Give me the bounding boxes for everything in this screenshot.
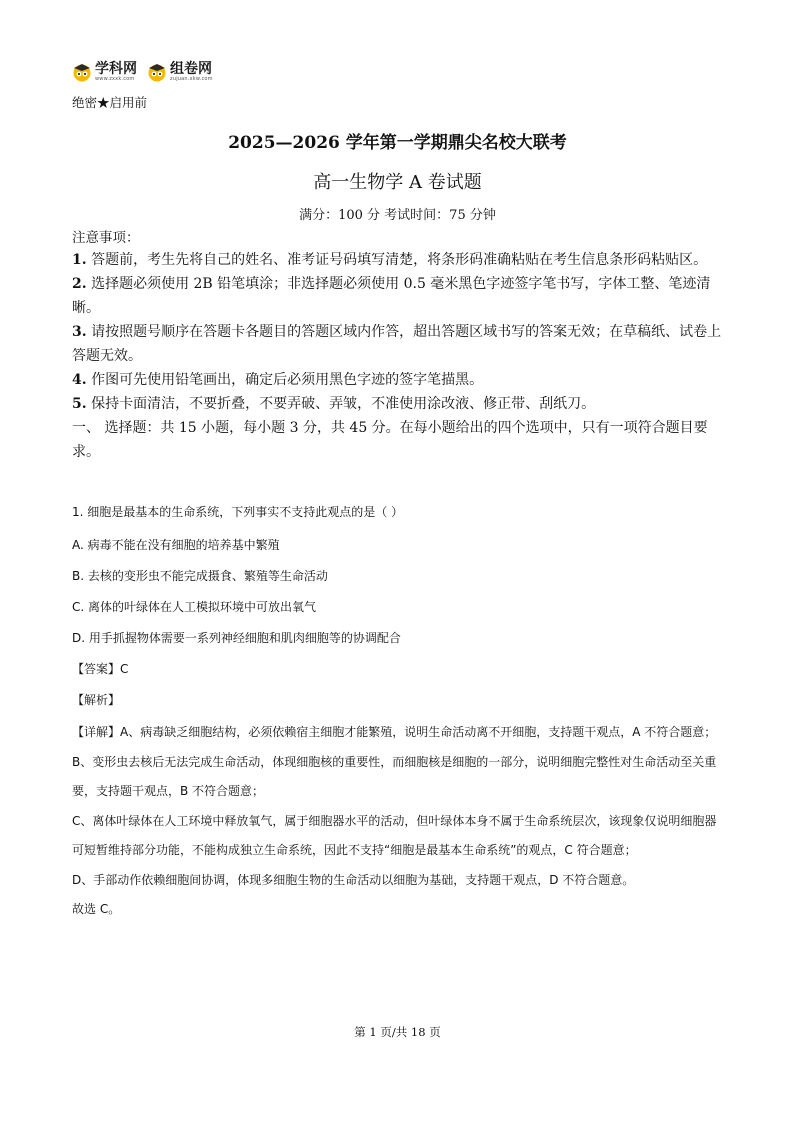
owl-logo-icon <box>72 62 92 82</box>
exam-title: 2025—2026 学年第一学期鼎尖名校大联考 <box>228 133 567 153</box>
option-a: A. 病毒不能在没有细胞的培养基中繁殖 <box>72 538 280 552</box>
owl-logo-icon <box>147 62 167 82</box>
logo-url: www.zxxk.com <box>95 76 135 82</box>
logo-zujuanwang <box>147 62 213 82</box>
explanation-paragraph: 故选 C。 <box>72 902 121 916</box>
analysis-label: 【解析】 <box>72 693 121 707</box>
option-b: B. 去核的变形虫不能完成摄食、繁殖等生命活动 <box>72 569 328 583</box>
notice-list <box>72 248 722 464</box>
notice-item: 2. 选择题必须使用 2B 铅笔填涂；非选择题必须使用 0.5 毫米黑色字迹签字笔书写，字体工整、笔迹清晰。 <box>72 276 711 316</box>
explanation-paragraph: C、离体叶绿体在人工环境中释放氧气，属于细胞器水平的活动，但叶绿体本身不属于生命系统层次，该现象仅说明细胞器可短暂维持部分功能，不能构成独立生命系统，因此不支持“细胞是最基本生命系统”的观点，C 符合题意； <box>72 813 717 857</box>
page-number: 第 1 页/共 18 页 <box>354 1025 441 1039</box>
exam-subtitle: 高一生物学 A 卷试题 <box>313 172 482 193</box>
score-info: 满分：100 分 考试时间：75 分钟 <box>299 208 496 223</box>
question-stem: 1. 细胞是最基本的生命系统，下列事实不支持此观点的是（ ） <box>72 505 404 519</box>
section-heading: 一、 选择题：共 15 小题，每小题 3 分，共 45 分。在每小题给出的四个选项中，只有一项符合题目要求。 <box>72 420 708 460</box>
option-d: D. 用手抓握物体需要一系列神经细胞和肌肉细胞等的协调配合 <box>72 631 401 645</box>
logo-name: 组卷网 <box>170 61 212 77</box>
option-c: C. 离体的叶绿体在人工模拟环境中可放出氧气 <box>72 600 317 614</box>
notice-item: 1. 答题前，考生先将自己的姓名、准考证号码填写清楚，将条形码准确粘贴在考生信息条形码粘贴区。 <box>72 252 708 268</box>
explanation-paragraph: D、手部动作依赖细胞间协调，体现多细胞生物的生命活动以细胞为基础，支持题干观点，D 不符合题意。 <box>72 872 635 887</box>
notice-heading: 注意事项： <box>72 230 140 246</box>
logo-url: zujuan.xkw.com <box>170 76 213 82</box>
answer-line: 【答案】C <box>72 662 129 676</box>
explanation <box>72 718 724 925</box>
logo-xuekewang <box>72 62 137 82</box>
explanation-paragraph: 【详解】A、病毒缺乏细胞结构，必须依赖宿主细胞才能繁殖，说明生命活动离不开细胞，支持题干观点，A 不符合题意； <box>72 725 717 739</box>
notice-item: 5. 保持卡面清洁，不要折叠，不要弄破、弄皱，不准使用涂改液、修正带、刮纸刀。 <box>72 396 596 412</box>
confidential-label: 绝密★启用前 <box>72 95 148 110</box>
header-logos <box>72 62 213 82</box>
notice-item: 3. 请按照题号顺序在答题卡各题目的答题区域内作答，超出答题区域书写的答案无效；在草稿纸、试卷上答题无效。 <box>72 324 722 364</box>
explanation-paragraph: B、变形虫去核后无法完成生命活动，体现细胞核的重要性，而细胞核是细胞的一部分，说明细胞完整性对生命活动至关重要，支持题干观点，B 不符合题意； <box>72 754 717 798</box>
notice-item: 4. 作图可先使用铅笔画出，确定后必须用黑色字迹的签字笔描黑。 <box>72 372 484 388</box>
logo-name: 学科网 <box>95 61 137 77</box>
